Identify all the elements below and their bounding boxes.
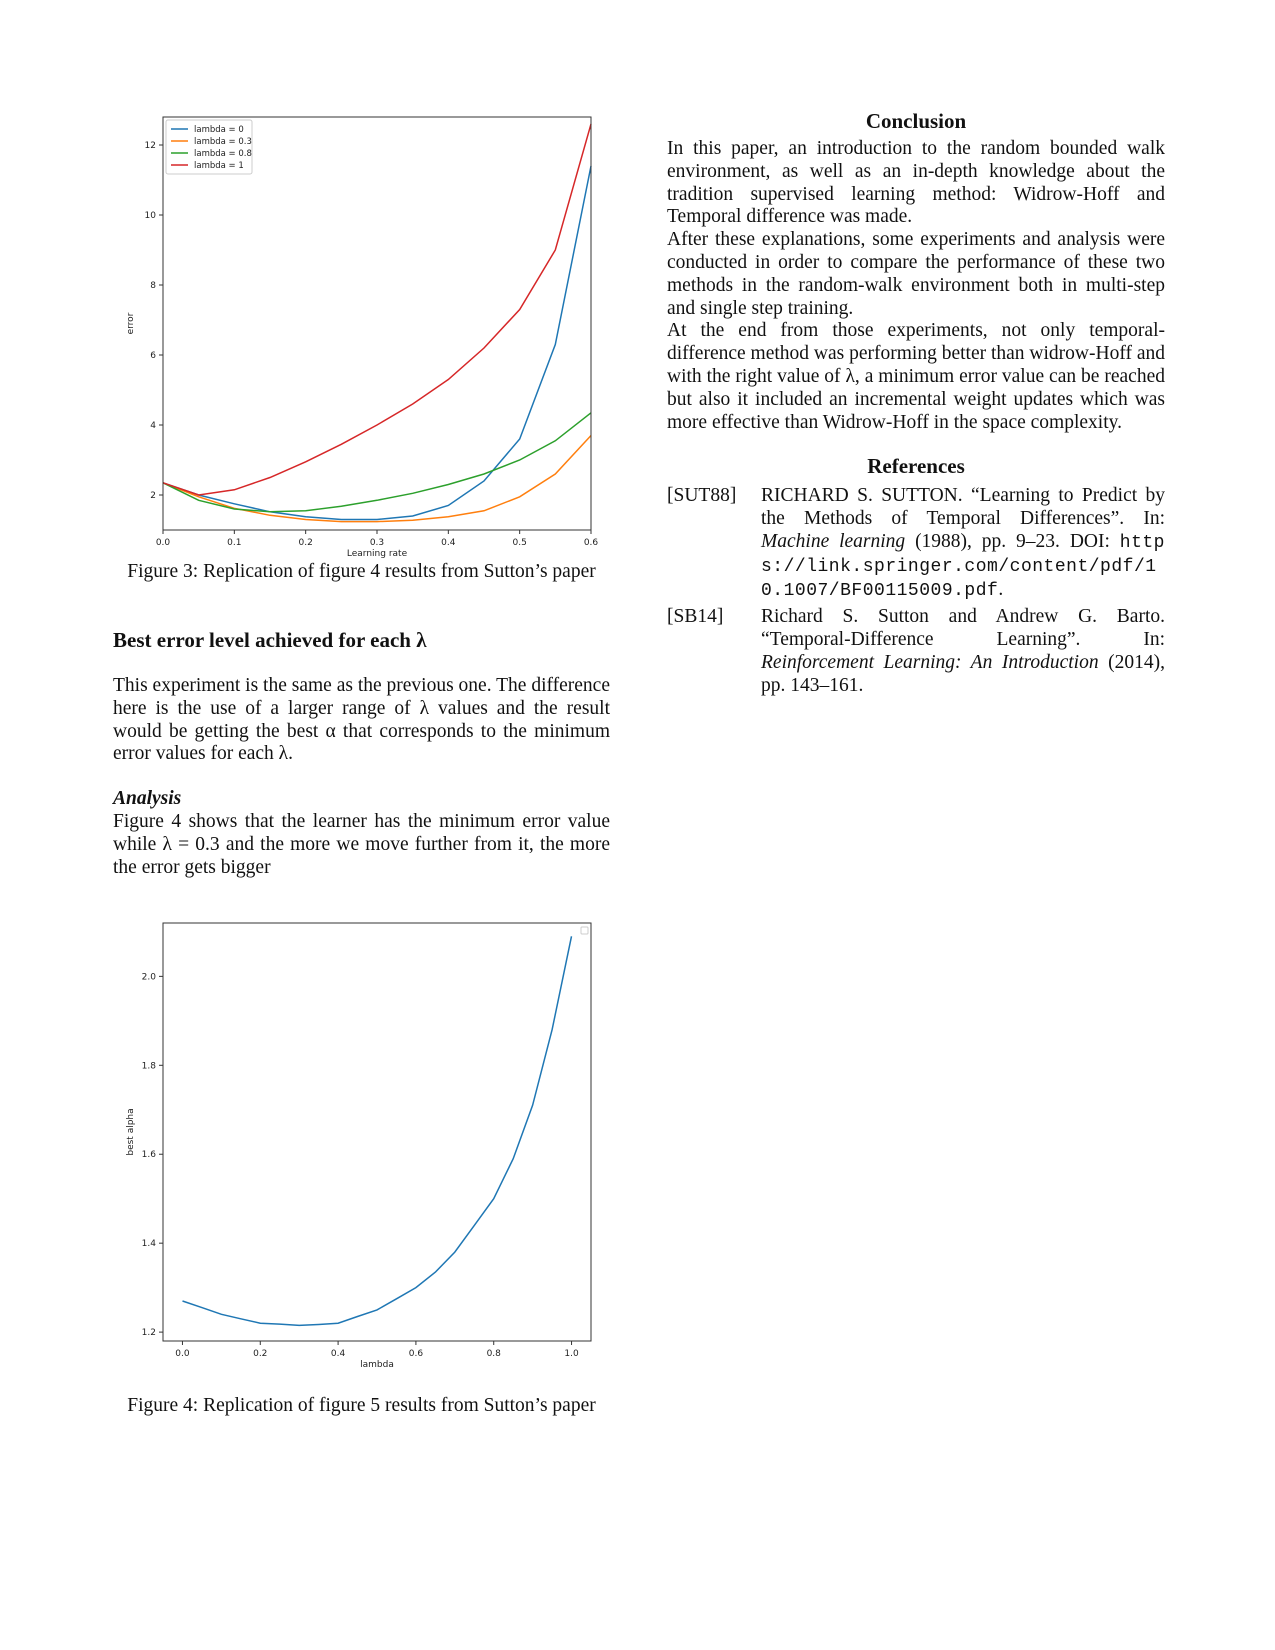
best-error-paragraph: This experiment is the same as the previous one. The difference here is the use of a larger range of λ values and the result would be getting the best α that corresponds to the minimum error values for each λ.	[113, 675, 610, 765]
reference-item	[667, 485, 1165, 602]
series-line	[183, 937, 572, 1326]
series-line	[163, 124, 591, 495]
series-line	[163, 166, 591, 520]
x-tick-label: 0.4	[330, 1349, 346, 1360]
axes-frame	[163, 923, 591, 1341]
reference-details: (2014), pp. 143–161.	[761, 651, 1165, 696]
reference-venue: Machine learning	[761, 530, 906, 552]
y-tick-label: 1.8	[141, 1061, 156, 1072]
y-tick-label: 2.0	[141, 972, 156, 983]
reference-title: “Learning to Predict by the Methods of Temporal Differences”.	[761, 485, 1166, 530]
reference-in: In:	[1143, 629, 1166, 651]
x-tick-label: 0.0	[155, 538, 171, 548]
references-list	[667, 485, 1165, 697]
x-tick-label: 1.0	[564, 1349, 579, 1360]
doi-label: DOI	[1069, 530, 1105, 552]
reference-text: RICHARD S. SUTTON. “Learning to Predict by the Methods of Temporal Differences”. In: Machine learning (1988), pp. 9–23. DOI: https://link.springer.com/content/pdf/10.1007/BF00115009.pdf.	[761, 485, 1166, 601]
y-tick-label: 8	[150, 281, 156, 291]
y-tick-label: 1.6	[141, 1150, 156, 1161]
axes-frame	[163, 117, 591, 530]
conclusion-heading: Conclusion	[865, 109, 967, 133]
error-vs-learning-rate-chart	[113, 105, 610, 559]
reference-authors: Richard S. Sutton and Andrew G. Barto.	[761, 606, 1165, 628]
x-tick-label: 0.5	[512, 538, 527, 548]
x-tick-label: 0.6	[583, 538, 599, 548]
analysis-heading: Analysis	[113, 788, 182, 810]
left-column	[113, 105, 610, 1418]
conclusion-paragraph-1: In this paper, an introduction to the random bounded walk environment, as well as an in-depth knowledge about the tradition supervised learning method: Widrow-Hoff and Temporal difference was made.	[667, 138, 1165, 228]
doi-link[interactable]: https://link.springer.com/content/pdf/10.1007/BF00115009.pdf	[761, 532, 1165, 601]
best-alpha-vs-lambda-chart	[113, 913, 610, 1373]
legend-label: lambda = 0.8	[194, 149, 252, 159]
y-tick-label: 1.2	[141, 1328, 156, 1339]
x-axis-label: lambda	[360, 1360, 394, 1371]
y-axis-label: best alpha	[126, 1108, 136, 1157]
reference-title: “Temporal-Difference Learning”.	[761, 629, 1081, 651]
section-heading-best-error: Best error level achieved for each λ	[113, 628, 427, 652]
x-tick-label: 0.0	[175, 1349, 190, 1360]
x-tick-label: 0.4	[441, 538, 456, 548]
x-axis-label: Learning rate	[346, 549, 408, 559]
y-tick-label: 12	[144, 141, 156, 151]
figure-4	[113, 913, 610, 1378]
references-heading: References	[867, 454, 965, 479]
x-tick-label: 0.2	[298, 538, 313, 548]
x-tick-label: 0.6	[408, 1349, 424, 1360]
conclusion-paragraph-3: At the end from those experiments, not only temporal-difference method was performing better than widrow-Hoff and with the right value of λ, a minimum error value can be reached but also it included an incremental weight updates which was more effective than Widrow-Hoff in the space complexity.	[667, 320, 1165, 433]
y-tick-label: 4	[150, 421, 156, 431]
x-tick-label: 0.8	[486, 1349, 501, 1360]
y-tick-label: 6	[150, 351, 156, 361]
figure-4-caption: Figure 4: Replication of figure 5 results from Sutton’s paper	[127, 1395, 596, 1417]
reference-key: [SUT88]	[667, 485, 737, 507]
reference-venue: Reinforcement Learning: An Introduction	[761, 651, 1099, 673]
conclusion-body	[667, 138, 1165, 434]
y-tick-label: 10	[144, 211, 156, 221]
reference-key: [SB14]	[667, 606, 724, 628]
figure-3	[113, 105, 610, 559]
conclusion-paragraph-2: After these explanations, some experiments and analysis were conducted in order to compare the performance of these two methods in the random-walk environment both in multi-step and single step training.	[667, 229, 1165, 319]
legend-box-empty	[581, 927, 588, 934]
legend-label: lambda = 0	[194, 125, 244, 135]
analysis-paragraph-block	[113, 788, 610, 879]
figure-3-caption: Figure 3: Replication of figure 4 results from Sutton’s paper	[127, 561, 596, 582]
reference-authors: RICHARD S. SUTTON.	[761, 485, 963, 507]
series-line	[163, 413, 591, 512]
reference-in: In:	[1143, 508, 1166, 530]
reference-details: (1988), pp. 9–23.	[915, 530, 1060, 552]
x-tick-label: 0.3	[369, 538, 385, 548]
x-tick-label: 0.1	[227, 538, 242, 548]
y-tick-label: 2	[150, 491, 156, 501]
right-column	[667, 105, 1165, 700]
reference-text	[761, 606, 1165, 697]
reference-item	[667, 606, 1165, 697]
legend-label: lambda = 0.3	[194, 137, 252, 147]
y-tick-label: 1.4	[141, 1239, 156, 1250]
y-axis-label: error	[126, 312, 136, 335]
analysis-text: Figure 4 shows that the learner has the minimum error value while λ = 0.3 and the more we move further from it, the more the error gets bigger	[113, 810, 610, 878]
legend-label: lambda = 1	[194, 161, 244, 171]
series-line	[163, 436, 591, 522]
x-tick-label: 0.2	[253, 1349, 268, 1360]
